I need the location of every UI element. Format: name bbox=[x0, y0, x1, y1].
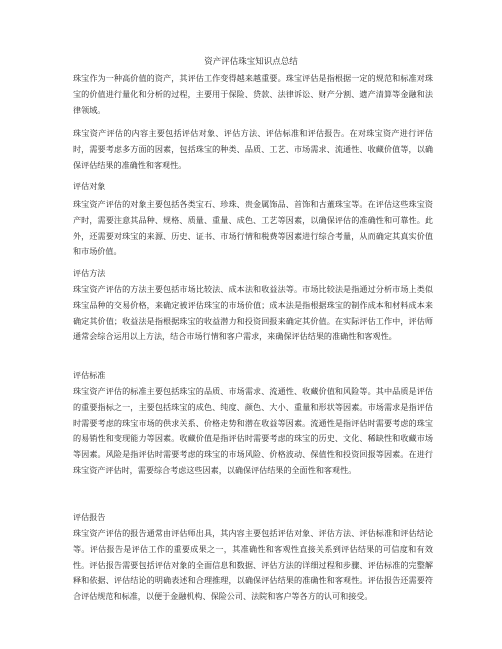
section-body-block bbox=[73, 282, 433, 345]
section-heading: 评估对象 bbox=[73, 181, 106, 191]
section-body: 珠宝资产评估的对象主要包括各类宝石、珍珠、贵金属饰品、首饰和古董珠宝等。在评估这些珠宝资产时，需要注意其品种、规格、质量、重量、成色、工艺等因素，以确保评估的准确性和可靠性。此外，还需要对珠宝的来源、历史、证书、市场行情和税费等因素进行综合考量，从而确定其真实价值和市场价值。 bbox=[73, 199, 433, 257]
section-heading: 评估报告 bbox=[73, 512, 106, 522]
intro-paragraph: 珠宝作为一种高价值的资产，其评估工作变得越来越重要。珠宝评估是指根据一定的规范和标准对珠宝的价值进行量化和分析的过程，主要用于保险、贷款、法律诉讼、财产分割、遗产清算等金融和法律领域。 bbox=[73, 73, 433, 115]
section-body-block bbox=[73, 197, 433, 260]
section-body: 珠宝资产评估的报告通常由评估师出具，其内容主要包括评估对象、评估方法、评估标准和评估结论等。评估报告是评估工作的重要成果之一，其准确性和客观性直接关系到评估结果的可信度和有效性。评估报告需要包括评估对象的全面信息和数据、评估方法的详细过程和步骤、评估标准的完整解释和依据、评估结论的明确表述和合理推理，以确保评估结果的准确性和客观性。评估报告还需要符合评估规范和标准，以便于金融机构、保险公司、法院和客户等各方的认可和接受。 bbox=[73, 528, 433, 602]
document-title: 资产评估珠宝知识点总结 bbox=[204, 57, 298, 67]
section-heading-block bbox=[73, 369, 433, 381]
section-body-block bbox=[73, 526, 433, 605]
section-heading: 评估方法 bbox=[73, 268, 106, 278]
section-body-block bbox=[73, 384, 433, 479]
section-body: 珠宝资产评估的方法主要包括市场比较法、成本法和收益法等。市场比较法是指通过分析市场上类似珠宝品种的交易价格，来确定被评估珠宝的市场价值；成本法是指根据珠宝的制作成本和材料成本来确定其价值；收益法是指根据珠宝的收益潜力和投资回报来确定其价值。在实际评估工作中，评估师通常会综合运用以上方法，结合市场行情和客户需求，来确保评估结果的准确性和客观性。 bbox=[73, 284, 433, 342]
intro-paragraph-block bbox=[73, 71, 433, 118]
section-heading-block bbox=[73, 180, 433, 192]
section-body: 珠宝资产评估的标准主要包括珠宝的品质、市场需求、流通性、收藏价值和风险等。其中品质是评估的重要指标之一，主要包括珠宝的成色、纯度、颜色、大小、重量和形状等因素。市场需求是指评估时需要考虑的珠宝市场的供求关系、价格走势和潜在收益等因素。流通性是指评估时需要考虑的珠宝的易销性和变现能力等因素。收藏价值是指评估时需要考虑的珠宝的历史、文化、稀缺性和收藏市场等因素。风险是指评估时需要考虑的珠宝的市场风险、价格波动、保值性和投资回报等因素。在进行珠宝资产评估时，需要综合考虑这些因素，以确保评估结果的全面性和客观性。 bbox=[73, 386, 433, 475]
overview-paragraph: 珠宝资产评估的内容主要包括评估对象、评估方法、评估标准和评估报告。在对珠宝资产进行评估时，需要考虑多方面的因素，包括珠宝的种类、品质、工艺、市场需求、流通性、收藏价值等，以确保评估结果的准确性和客观性。 bbox=[73, 128, 433, 170]
section-heading-block bbox=[73, 267, 433, 279]
section-heading-block bbox=[73, 511, 433, 523]
overview-paragraph-block bbox=[73, 126, 433, 173]
section-heading: 评估标准 bbox=[73, 370, 106, 380]
